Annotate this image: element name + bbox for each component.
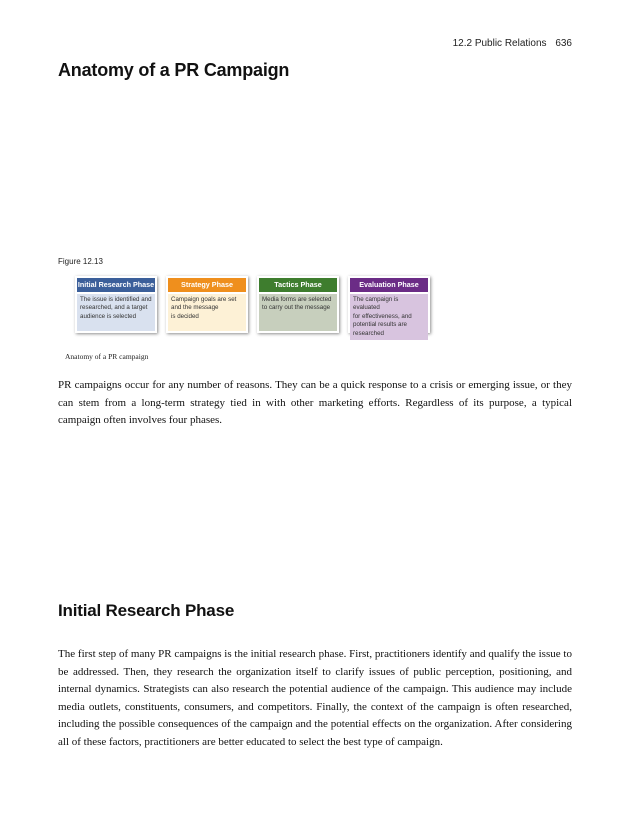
header-section: 12.2 Public Relations [452,38,547,49]
page-title: Anatomy of a PR Campaign [58,60,290,80]
figure-label: Figure 12.13 [58,257,103,266]
page-number: 636 [555,38,572,49]
running-header [453,38,572,49]
phase-title: Initial Research Phase [77,278,155,292]
phase-title: Strategy Phase [168,278,246,292]
phase-description: Campaign goals are set and the message is decided [168,294,246,331]
phase-description: Media forms are selected to carry out the message [259,294,337,331]
phase-title: Tactics Phase [259,278,337,292]
phase-diagram [75,276,430,337]
figure-caption: Anatomy of a PR campaign [65,352,149,361]
phase-description: The issue is identified and researched, and a target audience is selected [77,294,155,331]
section-paragraph: The first step of many PR campaigns is the initial research phase. First, practitioners identify and qualify the issue to be addressed. Then, they research the organization itself to clarify issues of public perception, positioning, and internal dynamics. Strategists can also research the potential audience of the campaign. This audience may include media outlets, constituents, consumers, and competitors. Finally, the context of the campaign is often researched, including the possible consequences of the campaign and the potential effects on the organization. After considering all of these factors, practitioners are better educated to select the best type of campaign. [58,648,572,748]
intro-paragraph: PR campaigns occur for any number of reasons. They can be a quick response to a crisis or emerging issue, or they can stem from a long-term strategy tied in with other marketing efforts. Regardless of its purpose, a typical campaign often involves four phases. [58,379,572,426]
section-heading: Initial Research Phase [58,601,235,620]
phase-card-tactics [257,276,339,333]
phase-title: Evaluation Phase [350,278,428,292]
phase-card-strategy [166,276,248,333]
phase-card-research [75,276,157,333]
phase-card-evaluation [348,276,430,337]
phase-description: The campaign is evaluated for effectiveness, and potential results are researched [350,294,428,340]
